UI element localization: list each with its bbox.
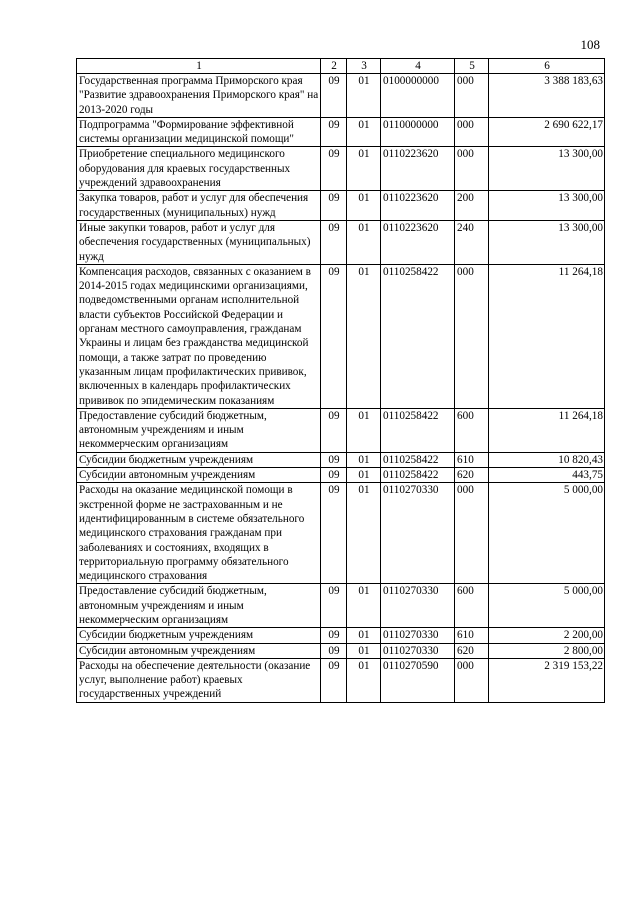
row-col-3: 01 — [347, 584, 381, 628]
table-row — [77, 468, 605, 483]
row-col-2: 09 — [321, 220, 347, 264]
row-col-2: 09 — [321, 408, 347, 452]
row-amount: 10 820,43 — [489, 452, 605, 467]
row-col-3: 01 — [347, 191, 381, 221]
header-col-4: 4 — [381, 59, 455, 74]
table-row — [77, 658, 605, 702]
row-col-2: 09 — [321, 628, 347, 643]
header-col-1: 1 — [77, 59, 321, 74]
row-name: Субсидии автономным учреждениям — [77, 468, 321, 483]
row-col-4: 0110223620 — [381, 147, 455, 191]
row-amount: 13 300,00 — [489, 220, 605, 264]
row-name: Предоставление субсидий бюджетным, автономным учреждениям и иным некоммерческим организациям — [77, 408, 321, 452]
row-col-2: 09 — [321, 468, 347, 483]
row-name: Расходы на оказание медицинской помощи в экстренной форме не застрахованным и не идентифицированным в системе обязательного медицинского страхования гражданам при заболеваниях и состояниях, входящих в территориальную программу обязательного медицинского страхования — [77, 483, 321, 584]
row-name: Субсидии бюджетным учреждениям — [77, 452, 321, 467]
header-row — [77, 59, 605, 74]
row-col-3: 01 — [347, 147, 381, 191]
row-amount: 5 000,00 — [489, 584, 605, 628]
row-name: Компенсация расходов, связанных с оказанием в 2014-2015 годах медицинскими организациями, подведомственными органам исполнительной власти субъектов Российской Федерации и органам местного самоуправления, гражданам Украины и лицам без гражданства медицинской помощи, а также затрат по проведению указанным лицам профилактических прививок, включенных в календарь профилактических прививок по эпидемическим показаниям — [77, 264, 321, 408]
table-row — [77, 483, 605, 584]
row-col-5: 600 — [455, 408, 489, 452]
row-amount: 5 000,00 — [489, 483, 605, 584]
header-col-6: 6 — [489, 59, 605, 74]
header-col-2: 2 — [321, 59, 347, 74]
row-name: Государственная программа Приморского края "Развитие здравоохранения Приморского края" на 2013-2020 годы — [77, 74, 321, 118]
row-col-4: 0110258422 — [381, 452, 455, 467]
row-col-5: 000 — [455, 658, 489, 702]
row-col-3: 01 — [347, 658, 381, 702]
row-col-2: 09 — [321, 117, 347, 147]
table-row — [77, 452, 605, 467]
header-col-5: 5 — [455, 59, 489, 74]
row-col-2: 09 — [321, 658, 347, 702]
row-col-2: 09 — [321, 264, 347, 408]
table-row — [77, 264, 605, 408]
row-col-4: 0110270330 — [381, 483, 455, 584]
row-amount: 11 264,18 — [489, 264, 605, 408]
table-body — [77, 74, 605, 703]
row-col-5: 000 — [455, 483, 489, 584]
table-row — [77, 74, 605, 118]
row-col-2: 09 — [321, 452, 347, 467]
table-row — [77, 628, 605, 643]
row-col-5: 200 — [455, 191, 489, 221]
row-amount: 2 800,00 — [489, 643, 605, 658]
row-col-4: 0110270330 — [381, 643, 455, 658]
row-col-3: 01 — [347, 264, 381, 408]
row-col-3: 01 — [347, 452, 381, 467]
row-col-5: 000 — [455, 264, 489, 408]
row-name: Расходы на обеспечение деятельности (оказание услуг, выполнение работ) краевых государственных учреждений — [77, 658, 321, 702]
row-col-4: 0110270590 — [381, 658, 455, 702]
row-amount: 13 300,00 — [489, 191, 605, 221]
row-name: Субсидии бюджетным учреждениям — [77, 628, 321, 643]
row-col-5: 240 — [455, 220, 489, 264]
row-amount: 13 300,00 — [489, 147, 605, 191]
row-col-4: 0110223620 — [381, 191, 455, 221]
row-col-5: 000 — [455, 74, 489, 118]
row-amount: 2 200,00 — [489, 628, 605, 643]
row-col-2: 09 — [321, 483, 347, 584]
row-amount: 2 319 153,22 — [489, 658, 605, 702]
row-col-3: 01 — [347, 74, 381, 118]
row-amount: 3 388 183,63 — [489, 74, 605, 118]
row-col-4: 0110000000 — [381, 117, 455, 147]
table-row — [77, 191, 605, 221]
row-col-5: 620 — [455, 643, 489, 658]
row-col-5: 610 — [455, 452, 489, 467]
row-col-5: 000 — [455, 147, 489, 191]
row-col-4: 0100000000 — [381, 74, 455, 118]
row-col-3: 01 — [347, 628, 381, 643]
table-row — [77, 408, 605, 452]
row-col-5: 000 — [455, 117, 489, 147]
table-row — [77, 147, 605, 191]
row-col-2: 09 — [321, 74, 347, 118]
row-col-5: 600 — [455, 584, 489, 628]
row-name: Приобретение специального медицинского оборудования для краевых государственных учреждений здравоохранения — [77, 147, 321, 191]
row-name: Субсидии автономным учреждениям — [77, 643, 321, 658]
row-name: Предоставление субсидий бюджетным, автономным учреждениям и иным некоммерческим организациям — [77, 584, 321, 628]
row-col-3: 01 — [347, 220, 381, 264]
row-col-2: 09 — [321, 584, 347, 628]
table-row — [77, 117, 605, 147]
row-col-4: 0110270330 — [381, 584, 455, 628]
row-col-5: 620 — [455, 468, 489, 483]
row-col-2: 09 — [321, 191, 347, 221]
row-amount: 2 690 622,17 — [489, 117, 605, 147]
row-col-4: 0110258422 — [381, 264, 455, 408]
row-col-3: 01 — [347, 483, 381, 584]
row-col-3: 01 — [347, 408, 381, 452]
table-row — [77, 220, 605, 264]
row-col-4: 0110223620 — [381, 220, 455, 264]
row-col-4: 0110258422 — [381, 408, 455, 452]
row-col-5: 610 — [455, 628, 489, 643]
table-row — [77, 643, 605, 658]
row-col-3: 01 — [347, 468, 381, 483]
row-col-4: 0110270330 — [381, 628, 455, 643]
row-name: Закупка товаров, работ и услуг для обеспечения государственных (муниципальных) нужд — [77, 191, 321, 221]
row-name: Иные закупки товаров, работ и услуг для обеспечения государственных (муниципальных) нужд — [77, 220, 321, 264]
budget-table — [76, 58, 605, 703]
row-col-2: 09 — [321, 147, 347, 191]
header-col-3: 3 — [347, 59, 381, 74]
row-name: Подпрограмма "Формирование эффективной системы организации медицинской помощи" — [77, 117, 321, 147]
row-col-4: 0110258422 — [381, 468, 455, 483]
row-col-3: 01 — [347, 117, 381, 147]
row-col-2: 09 — [321, 643, 347, 658]
row-amount: 11 264,18 — [489, 408, 605, 452]
row-amount: 443,75 — [489, 468, 605, 483]
row-col-3: 01 — [347, 643, 381, 658]
table-row — [77, 584, 605, 628]
page-number: 108 — [580, 37, 600, 52]
